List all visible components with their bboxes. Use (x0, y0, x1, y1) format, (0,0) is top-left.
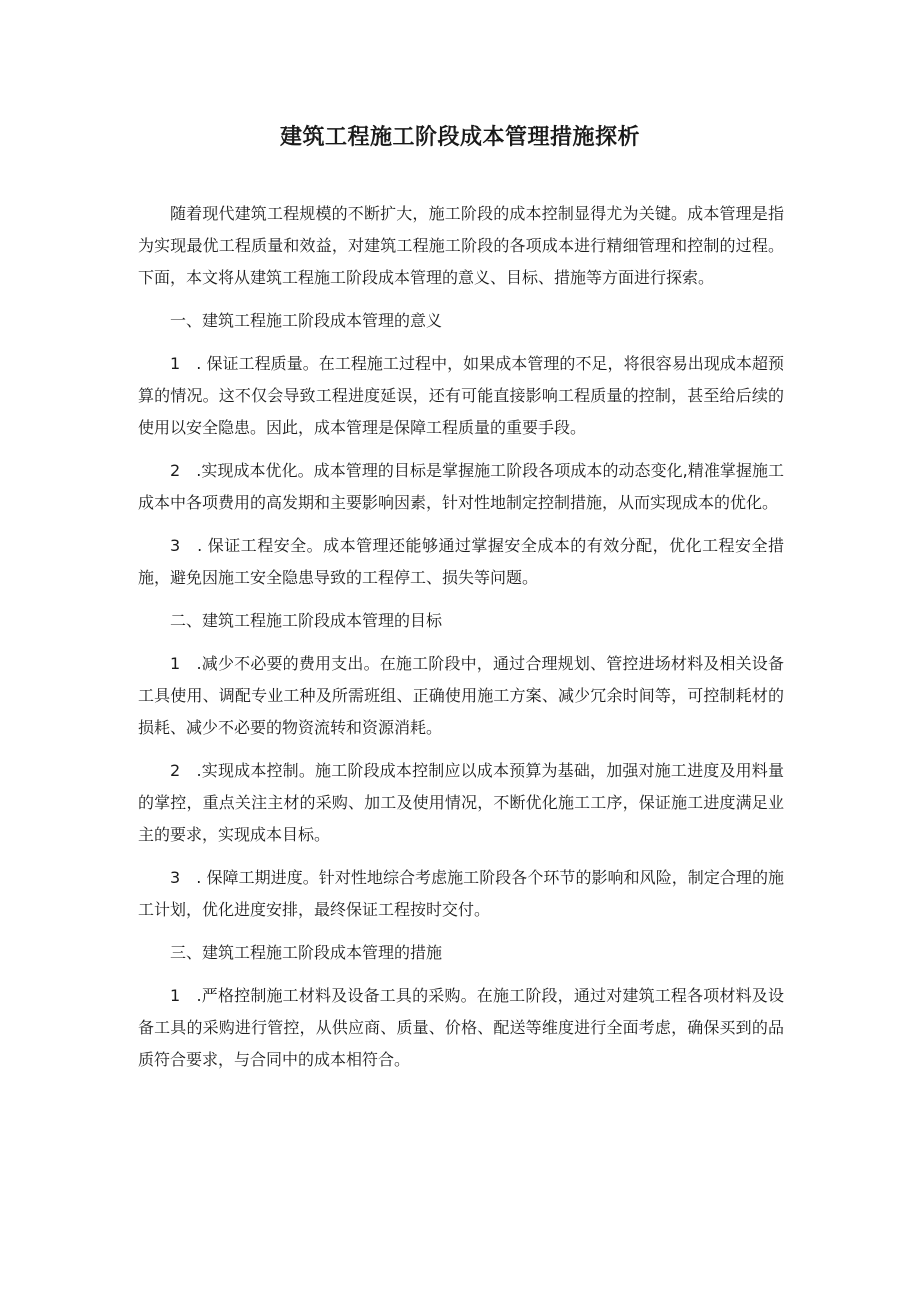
section-heading-significance: 一、建筑工程施工阶段成本管理的意义 (170, 311, 443, 330)
intro-paragraph: 随着现代建筑工程规模的不断扩大，施工阶段的成本控制显得尤为关键。成本管理是指为实现最优工程质量和效益，对建筑工程施工阶段的各项成本进行精细管理和控制的过程。下面，本文将从建筑工程施工阶段成本管理的意义、目标、措施等方面进行探索。 (138, 204, 784, 287)
list-item-paragraph: 2 .实现成本优化。成本管理的目标是掌握施工阶段各项成本的动态变化,精准掌握施工成本中各项费用的高发期和主要影响因素，针对性地制定控制措施，从而实现成本的优化。 (138, 461, 784, 512)
list-item-paragraph: 3 . 保障工期进度。针对性地综合考虑施工阶段各个环节的影响和风险，制定合理的施工计划，优化进度安排，最终保证工程按时交付。 (138, 868, 784, 919)
list-item-paragraph: 2 .实现成本控制。施工阶段成本控制应以成本预算为基础，加强对施工进度及用料量的掌控，重点关注主材的采购、加工及使用情况，不断优化施工工序，保证施工进度满足业主的要求，实现成本目标。 (138, 761, 784, 844)
section-heading-measures: 三、建筑工程施工阶段成本管理的措施 (170, 943, 443, 962)
list-item-paragraph: 3 . 保证工程安全。成本管理还能够通过掌握安全成本的有效分配，优化工程安全措施，避免因施工安全隐患导致的工程停工、损失等问题。 (138, 536, 784, 587)
document-title: 建筑工程施工阶段成本管理措施探析 (279, 125, 640, 150)
section-heading-objectives: 二、建筑工程施工阶段成本管理的目标 (170, 611, 443, 630)
list-item-paragraph: 1 .严格控制施工材料及设备工具的采购。在施工阶段，通过对建筑工程各项材料及设备工具的采购进行管控，从供应商、质量、价格、配送等维度进行全面考虑，确保买到的品质符合要求，与合同中的成本相符合。 (138, 986, 784, 1069)
document-body (138, 198, 784, 1087)
list-item-paragraph: 1 .减少不必要的费用支出。在施工阶段中，通过合理规划、管控进场材料及相关设备工具使用、调配专业工种及所需班组、正确使用施工方案、减少冗余时间等，可控制耗材的损耗、减少不必要的物资流转和资源消耗。 (138, 654, 784, 737)
list-item-paragraph: 1 . 保证工程质量。在工程施工过程中，如果成本管理的不足，将很容易出现成本超预算的情况。这不仅会导致工程进度延误，还有可能直接影响工程质量的控制，甚至给后续的使用以安全隐患。因此，成本管理是保障工程质量的重要手段。 (138, 354, 784, 437)
